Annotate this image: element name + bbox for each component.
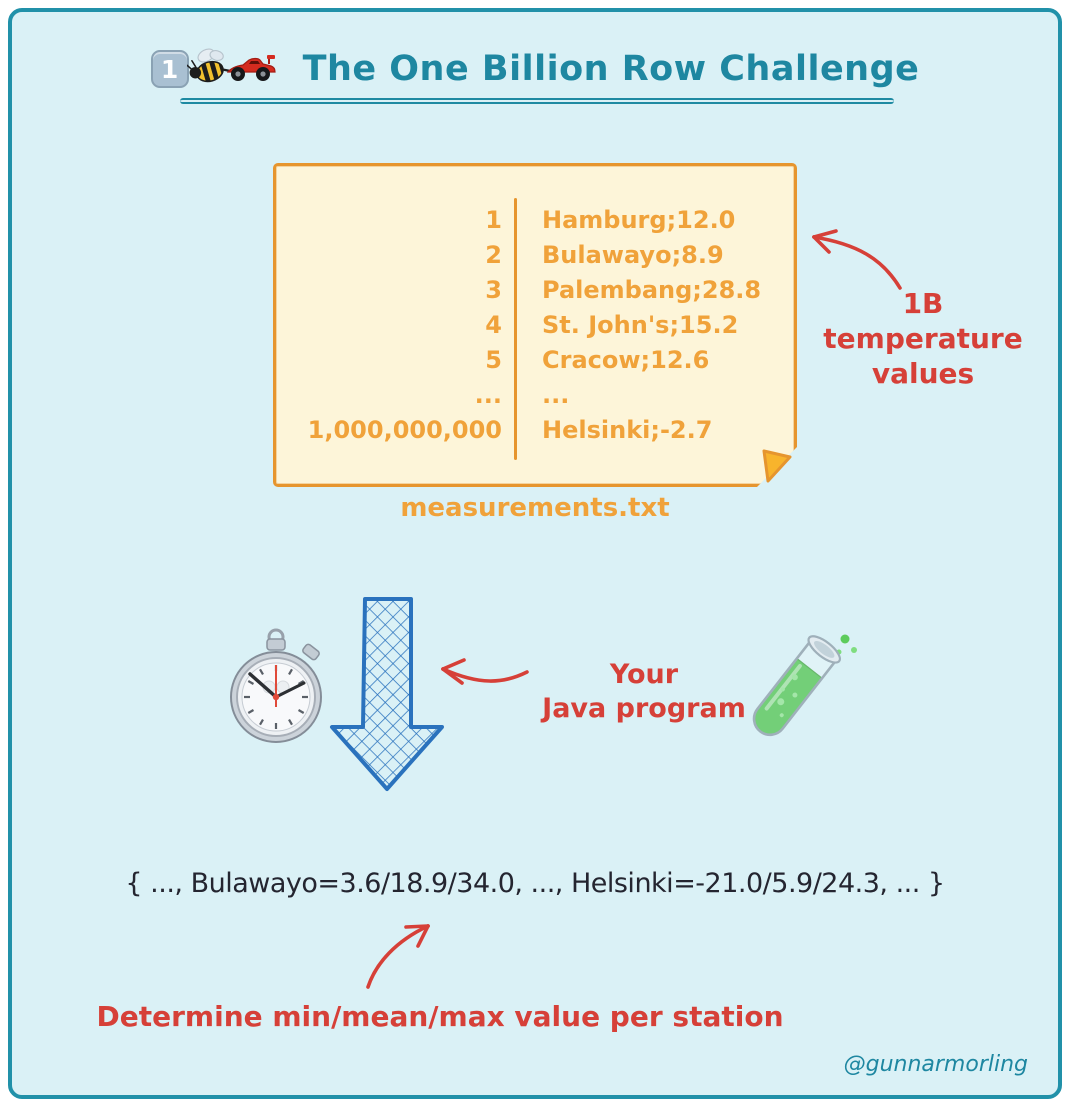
file-row: [276, 307, 794, 342]
result-line: { ..., Bulawayo=3.6/18.9/34.0, ..., Helsinki=-21.0/5.9/24.3, ... }: [125, 868, 945, 899]
bee-icon: [187, 44, 231, 94]
line-number: 1: [485, 205, 502, 234]
file-row: [276, 377, 794, 412]
line-number: 4: [485, 310, 502, 339]
stopwatch-icon: [228, 627, 324, 747]
line-number: 5: [485, 345, 502, 374]
file-row: [276, 237, 794, 272]
station-value: Palembang;28.8: [542, 275, 762, 304]
line-number: 3: [485, 275, 502, 304]
title-icons: [151, 44, 277, 94]
line-number: 1,000,000,000: [307, 415, 502, 444]
page-title: The One Billion Row Challenge: [302, 49, 920, 89]
file-rows: [276, 202, 794, 447]
arrow-to-program-icon: [433, 652, 531, 698]
station-value: Helsinki;-2.7: [542, 415, 713, 444]
program-annotation-line1: Your: [609, 659, 679, 690]
station-value: Cracow;12.6: [542, 345, 710, 374]
arrow-to-result-icon: [352, 915, 447, 995]
file-row: [276, 272, 794, 307]
file-name-caption: measurements.txt: [400, 493, 670, 523]
station-value: Hamburg;12.0: [542, 205, 736, 234]
title-underline: [180, 98, 894, 104]
folded-corner-icon: [757, 447, 797, 487]
values-annotation: [808, 286, 1038, 391]
line-number: ...: [474, 380, 502, 409]
file-row: [276, 202, 794, 237]
file-row: [276, 342, 794, 377]
keycap-one-icon: 1: [151, 50, 189, 88]
author-credit: @gunnarmorling: [843, 1052, 1028, 1077]
task-annotation: Determine min/mean/max value per station: [96, 1000, 784, 1033]
values-annotation-line1: 1B temperature: [823, 287, 1023, 355]
racing-car-icon: [227, 49, 277, 89]
title-row: [0, 42, 1070, 96]
test-tube-icon: [735, 623, 865, 753]
file-row: [276, 412, 794, 447]
measurements-card: [273, 163, 797, 487]
down-arrow-icon: [323, 593, 448, 798]
station-value: Bulawayo;8.9: [542, 240, 724, 269]
station-value: ...: [542, 380, 570, 409]
station-value: St. John's;15.2: [542, 310, 739, 339]
values-annotation-line2: values: [871, 357, 975, 390]
program-annotation-line2: Java program: [542, 693, 746, 724]
line-number: 2: [485, 240, 502, 269]
program-annotation: [528, 658, 760, 726]
